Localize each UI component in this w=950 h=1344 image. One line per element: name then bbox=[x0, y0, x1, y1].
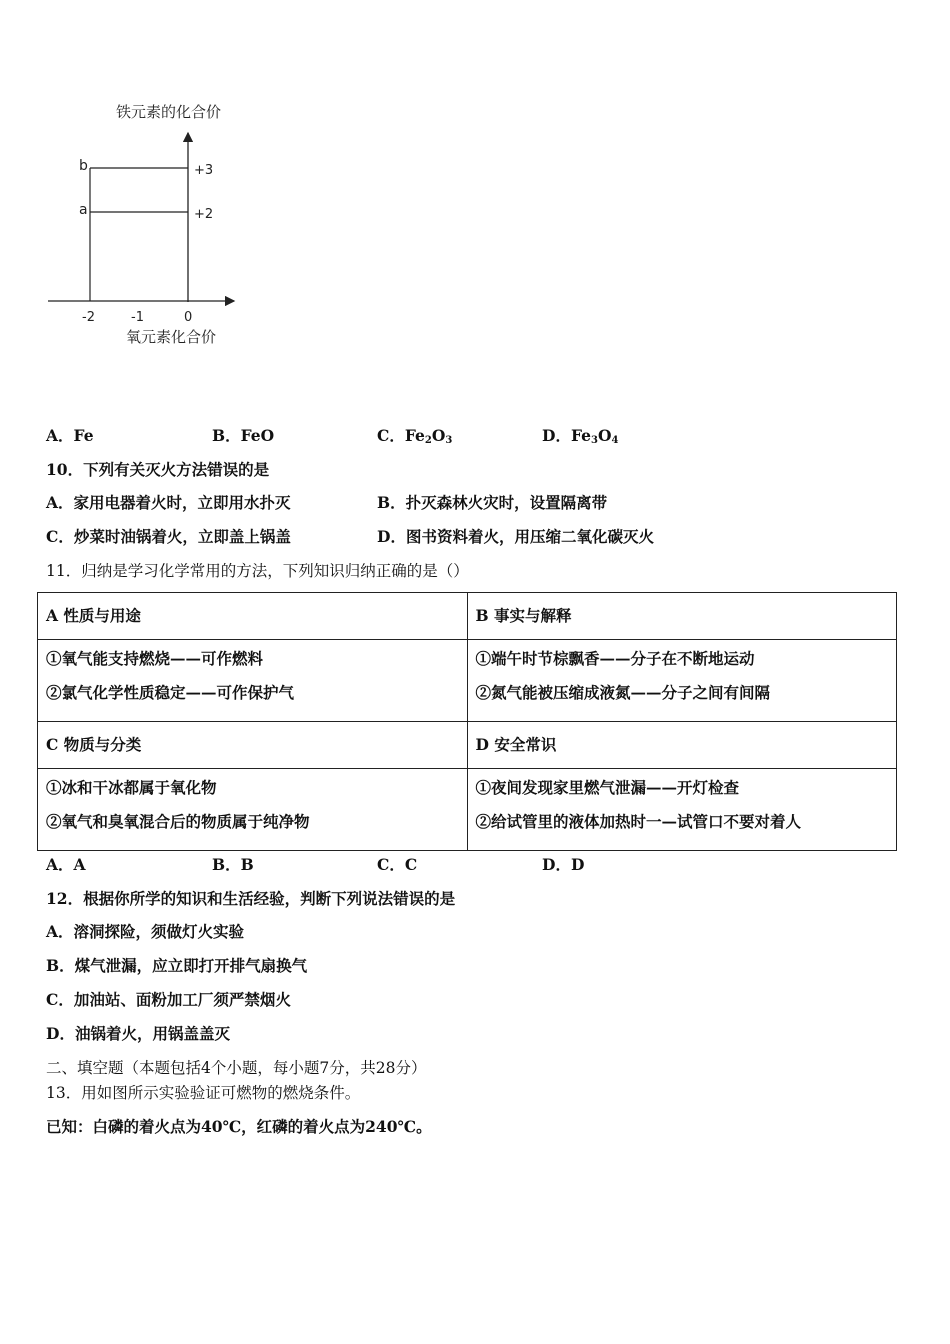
q9-option-b: B．FeO bbox=[212, 426, 275, 445]
section-2-heading: 二、填空题（本题包括4个小题，每小题7分，共28分） bbox=[46, 1059, 427, 1077]
q9-option-a: A．Fe bbox=[46, 426, 94, 445]
table-heading-b: B 事实与解释 bbox=[467, 593, 897, 640]
table-item: ②给试管里的液体加热时一—试管口不要对着人 bbox=[475, 812, 802, 831]
q12-stem: 12．根据你所学的知识和生活经验，判断下列说法错误的是 bbox=[46, 889, 456, 908]
table-heading-c: C 物质与分类 bbox=[38, 722, 468, 769]
table-cell-d bbox=[467, 769, 897, 851]
x-tick-minus1: -1 bbox=[131, 310, 144, 325]
q13-stem: 13．用如图所示实验验证可燃物的燃烧条件。 bbox=[46, 1084, 361, 1102]
q9-option-c: C．$Fe_2O_3$ bbox=[377, 426, 453, 446]
q11-option-d: D．D bbox=[542, 855, 585, 874]
q10-option-b: B．扑灭森林火灾时，设置隔离带 bbox=[377, 493, 608, 512]
x-tick-zero: 0 bbox=[184, 310, 193, 325]
q12-option-b: B．煤气泄漏，应立即打开排气扇换气 bbox=[46, 956, 308, 975]
point-label-a: a bbox=[79, 202, 88, 218]
q12-option-d: D．油锅着火，用锅盖盖灭 bbox=[46, 1024, 230, 1043]
table-item: ①夜间发现家里燃气泄漏——开灯检查 bbox=[475, 778, 740, 797]
table-item: ①冰和干冰都属于氧化物 bbox=[46, 778, 217, 797]
table-item: ②氧气和臭氧混合后的物质属于纯净物 bbox=[46, 812, 310, 831]
q13-known: 已知：白磷的着火点为40℃，红磷的着火点为240℃。 bbox=[46, 1117, 432, 1136]
q11-option-b: B．B bbox=[212, 855, 254, 874]
y-tick-plus2: +2 bbox=[194, 207, 214, 222]
table-item: ②氮气能被压缩成液氮——分子之间有间隔 bbox=[475, 683, 771, 702]
q10-option-a: A．家用电器着火时，立即用水扑灭 bbox=[46, 493, 291, 512]
valence-graph bbox=[40, 95, 250, 355]
table-item: ②氯气化学性质稳定——可作保护气 bbox=[46, 683, 295, 702]
table-cell-b bbox=[467, 640, 897, 722]
q11-stem: 11．归纳是学习化学常用的方法，下列知识归纳正确的是（） bbox=[46, 562, 469, 580]
x-tick-minus2: -2 bbox=[82, 310, 95, 325]
table-heading-d: D 安全常识 bbox=[467, 722, 897, 769]
table-cell-c bbox=[38, 769, 468, 851]
q10-option-d: D．图书资料着火，用压缩二氧化碳灭火 bbox=[377, 527, 654, 546]
table-heading-a: A 性质与用途 bbox=[38, 593, 468, 640]
q11-option-a: A．A bbox=[46, 855, 86, 874]
q10-stem: 10．下列有关灭火方法错误的是 bbox=[46, 460, 270, 479]
graph-x-title: 氧元素化合价 bbox=[126, 328, 217, 346]
y-tick-plus3: +3 bbox=[194, 163, 214, 178]
q12-option-a: A．溶洞探险，须做灯火实验 bbox=[46, 922, 245, 941]
point-label-b: b bbox=[79, 158, 88, 174]
q11-knowledge-table bbox=[37, 592, 897, 851]
table-item: ①氧气能支持燃烧——可作燃料 bbox=[46, 649, 264, 668]
graph-y-title: 铁元素的化合价 bbox=[116, 103, 222, 121]
table-cell-a bbox=[38, 640, 468, 722]
table-item: ①端午时节棕飘香——分子在不断地运动 bbox=[475, 649, 755, 668]
q10-option-c: C．炒菜时油锅着火，立即盖上锅盖 bbox=[46, 527, 291, 546]
q11-option-c: C．C bbox=[377, 855, 418, 874]
q12-option-c: C．加油站、面粉加工厂须严禁烟火 bbox=[46, 990, 291, 1009]
q9-option-d: D．$Fe_3O_4$ bbox=[542, 426, 619, 446]
